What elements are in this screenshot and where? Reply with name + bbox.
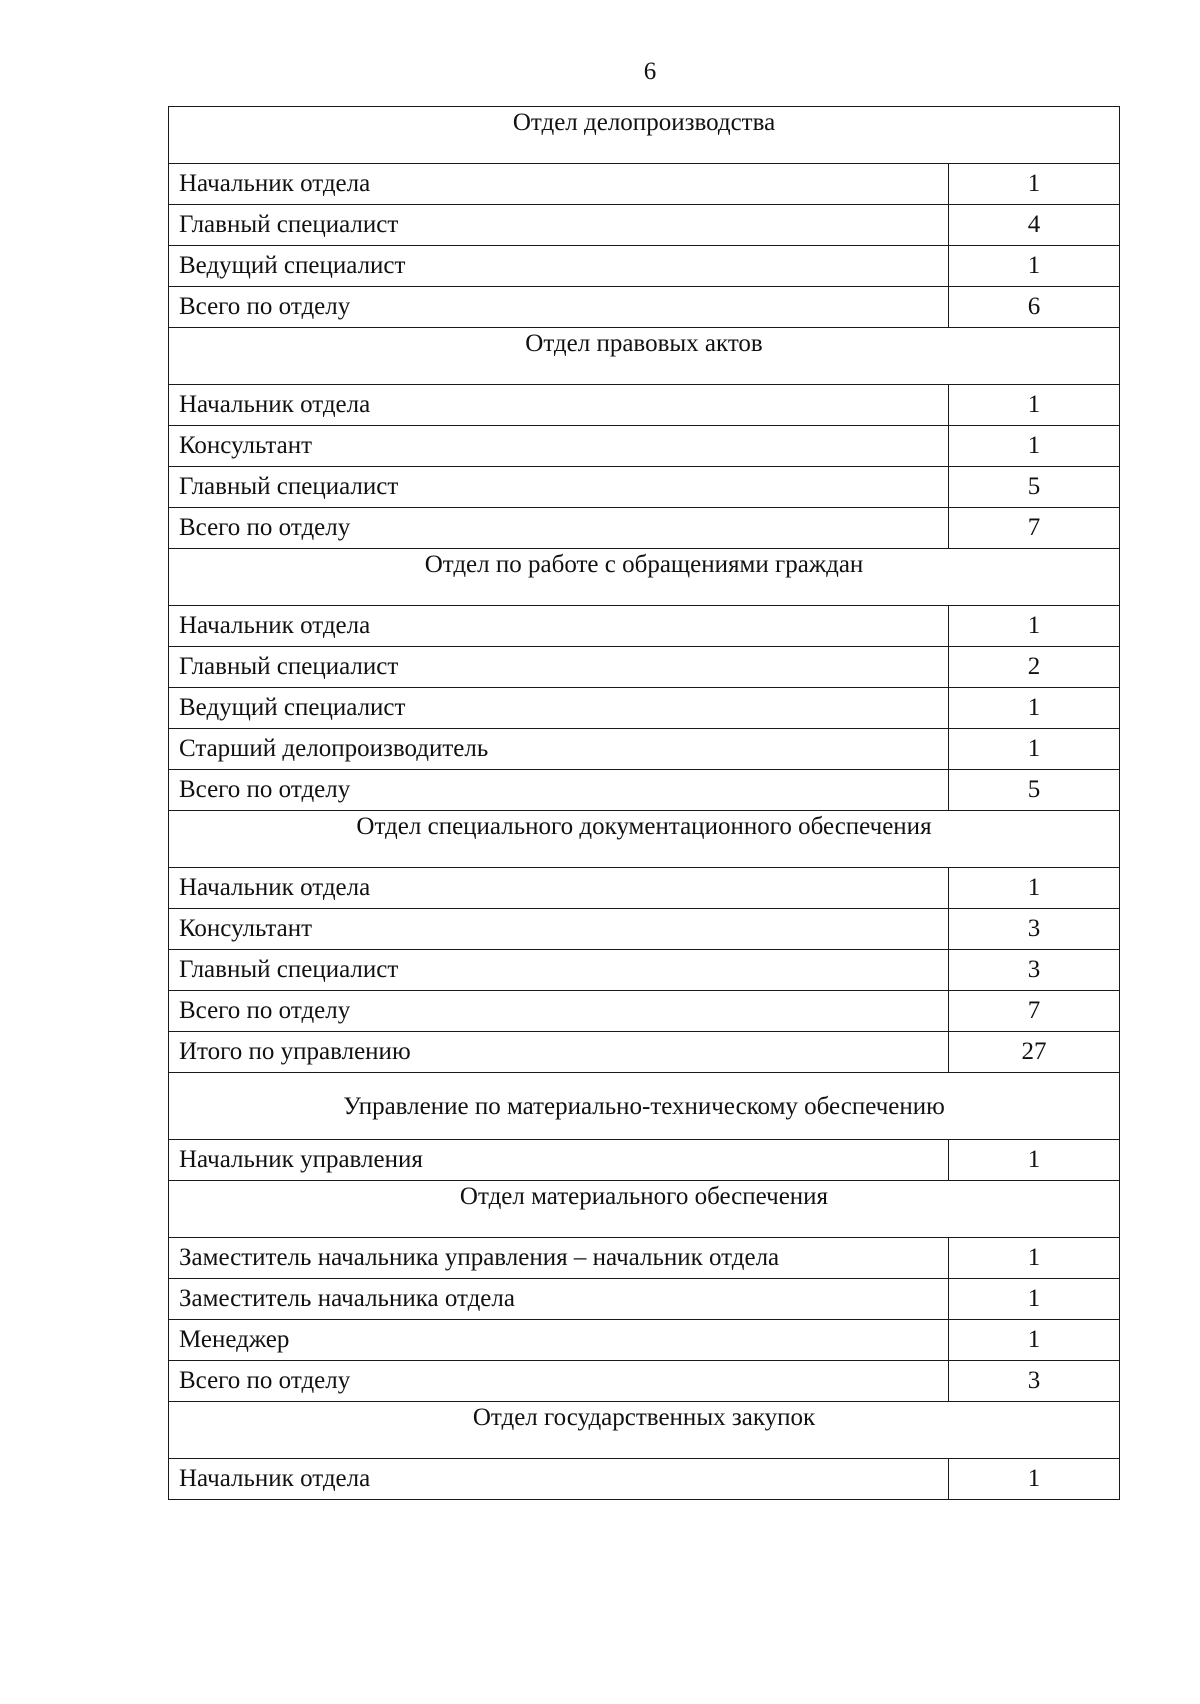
department-header-row xyxy=(169,1073,1120,1140)
table-row xyxy=(169,950,1120,991)
count-cell: 27 xyxy=(949,1032,1120,1073)
count-cell: 5 xyxy=(949,467,1120,508)
staffing-table xyxy=(168,106,1120,1500)
count-cell: 6 xyxy=(949,287,1120,328)
department-header-row xyxy=(169,549,1120,606)
table-row xyxy=(169,164,1120,205)
position-cell: Главный специалист xyxy=(169,950,949,991)
position-cell: Ведущий специалист xyxy=(169,688,949,729)
count-cell: 3 xyxy=(949,909,1120,950)
position-cell: Начальник отдела xyxy=(169,606,949,647)
count-cell: 1 xyxy=(949,1459,1120,1500)
position-cell: Итого по управлению xyxy=(169,1032,949,1073)
count-cell: 1 xyxy=(949,1140,1120,1181)
count-cell: 1 xyxy=(949,385,1120,426)
table-row xyxy=(169,1320,1120,1361)
count-cell: 1 xyxy=(949,1279,1120,1320)
count-cell: 1 xyxy=(949,246,1120,287)
count-cell: 3 xyxy=(949,1361,1120,1402)
position-cell: Главный специалист xyxy=(169,647,949,688)
count-cell: 1 xyxy=(949,1320,1120,1361)
count-cell: 1 xyxy=(949,868,1120,909)
position-cell: Начальник отдела xyxy=(169,385,949,426)
table-row xyxy=(169,729,1120,770)
count-cell: 4 xyxy=(949,205,1120,246)
count-cell: 1 xyxy=(949,164,1120,205)
position-cell: Начальник отдела xyxy=(169,164,949,205)
table-row xyxy=(169,205,1120,246)
count-cell: 7 xyxy=(949,991,1120,1032)
table-row xyxy=(169,1238,1120,1279)
table-row xyxy=(169,426,1120,467)
position-cell: Начальник отдела xyxy=(169,868,949,909)
position-cell: Консультант xyxy=(169,909,949,950)
department-header-row xyxy=(169,328,1120,385)
position-cell: Всего по отделу xyxy=(169,508,949,549)
table-row xyxy=(169,1279,1120,1320)
table-row xyxy=(169,1361,1120,1402)
position-cell: Заместитель начальника управления – начальник отдела xyxy=(169,1238,949,1279)
table-row xyxy=(169,246,1120,287)
count-cell: 1 xyxy=(949,729,1120,770)
department-title: Отдел правовых актов xyxy=(169,328,1120,385)
page-number: 6 xyxy=(643,58,657,85)
table-row xyxy=(169,385,1120,426)
count-cell: 1 xyxy=(949,688,1120,729)
count-cell: 1 xyxy=(949,426,1120,467)
position-cell: Заместитель начальника отдела xyxy=(169,1279,949,1320)
department-title: Отдел делопроизводства xyxy=(169,107,1120,164)
position-cell: Всего по отделу xyxy=(169,1361,949,1402)
department-title: Отдел по работе с обращениями граждан xyxy=(169,549,1120,606)
position-cell: Главный специалист xyxy=(169,205,949,246)
department-header-row xyxy=(169,1181,1120,1238)
department-title: Отдел государственных закупок xyxy=(169,1402,1120,1459)
table-row xyxy=(169,688,1120,729)
count-cell: 3 xyxy=(949,950,1120,991)
department-header-row xyxy=(169,1402,1120,1459)
position-cell: Старший делопроизводитель xyxy=(169,729,949,770)
position-cell: Менеджер xyxy=(169,1320,949,1361)
table-row xyxy=(169,909,1120,950)
count-cell: 7 xyxy=(949,508,1120,549)
table-row xyxy=(169,1459,1120,1500)
count-cell: 1 xyxy=(949,606,1120,647)
table-row xyxy=(169,1140,1120,1181)
count-cell: 5 xyxy=(949,770,1120,811)
position-cell: Консультант xyxy=(169,426,949,467)
position-cell: Всего по отделу xyxy=(169,770,949,811)
table-row xyxy=(169,647,1120,688)
table-row xyxy=(169,770,1120,811)
table-row xyxy=(169,508,1120,549)
table-row xyxy=(169,991,1120,1032)
department-title: Отдел материального обеспечения xyxy=(169,1181,1120,1238)
table-row xyxy=(169,606,1120,647)
position-cell: Всего по отделу xyxy=(169,287,949,328)
table-row xyxy=(169,287,1120,328)
count-cell: 1 xyxy=(949,1238,1120,1279)
department-title: Управление по материально-техническому обеспечению xyxy=(169,1073,1120,1140)
position-cell: Начальник отдела xyxy=(169,1459,949,1500)
table-row xyxy=(169,1032,1120,1073)
staffing-table-body xyxy=(169,107,1120,1500)
department-header-row xyxy=(169,107,1120,164)
position-cell: Главный специалист xyxy=(169,467,949,508)
position-cell: Всего по отделу xyxy=(169,991,949,1032)
department-title: Отдел специального документационного обеспечения xyxy=(169,811,1120,868)
department-header-row xyxy=(169,811,1120,868)
count-cell: 2 xyxy=(949,647,1120,688)
position-cell: Ведущий специалист xyxy=(169,246,949,287)
table-row xyxy=(169,868,1120,909)
position-cell: Начальник управления xyxy=(169,1140,949,1181)
table-row xyxy=(169,467,1120,508)
